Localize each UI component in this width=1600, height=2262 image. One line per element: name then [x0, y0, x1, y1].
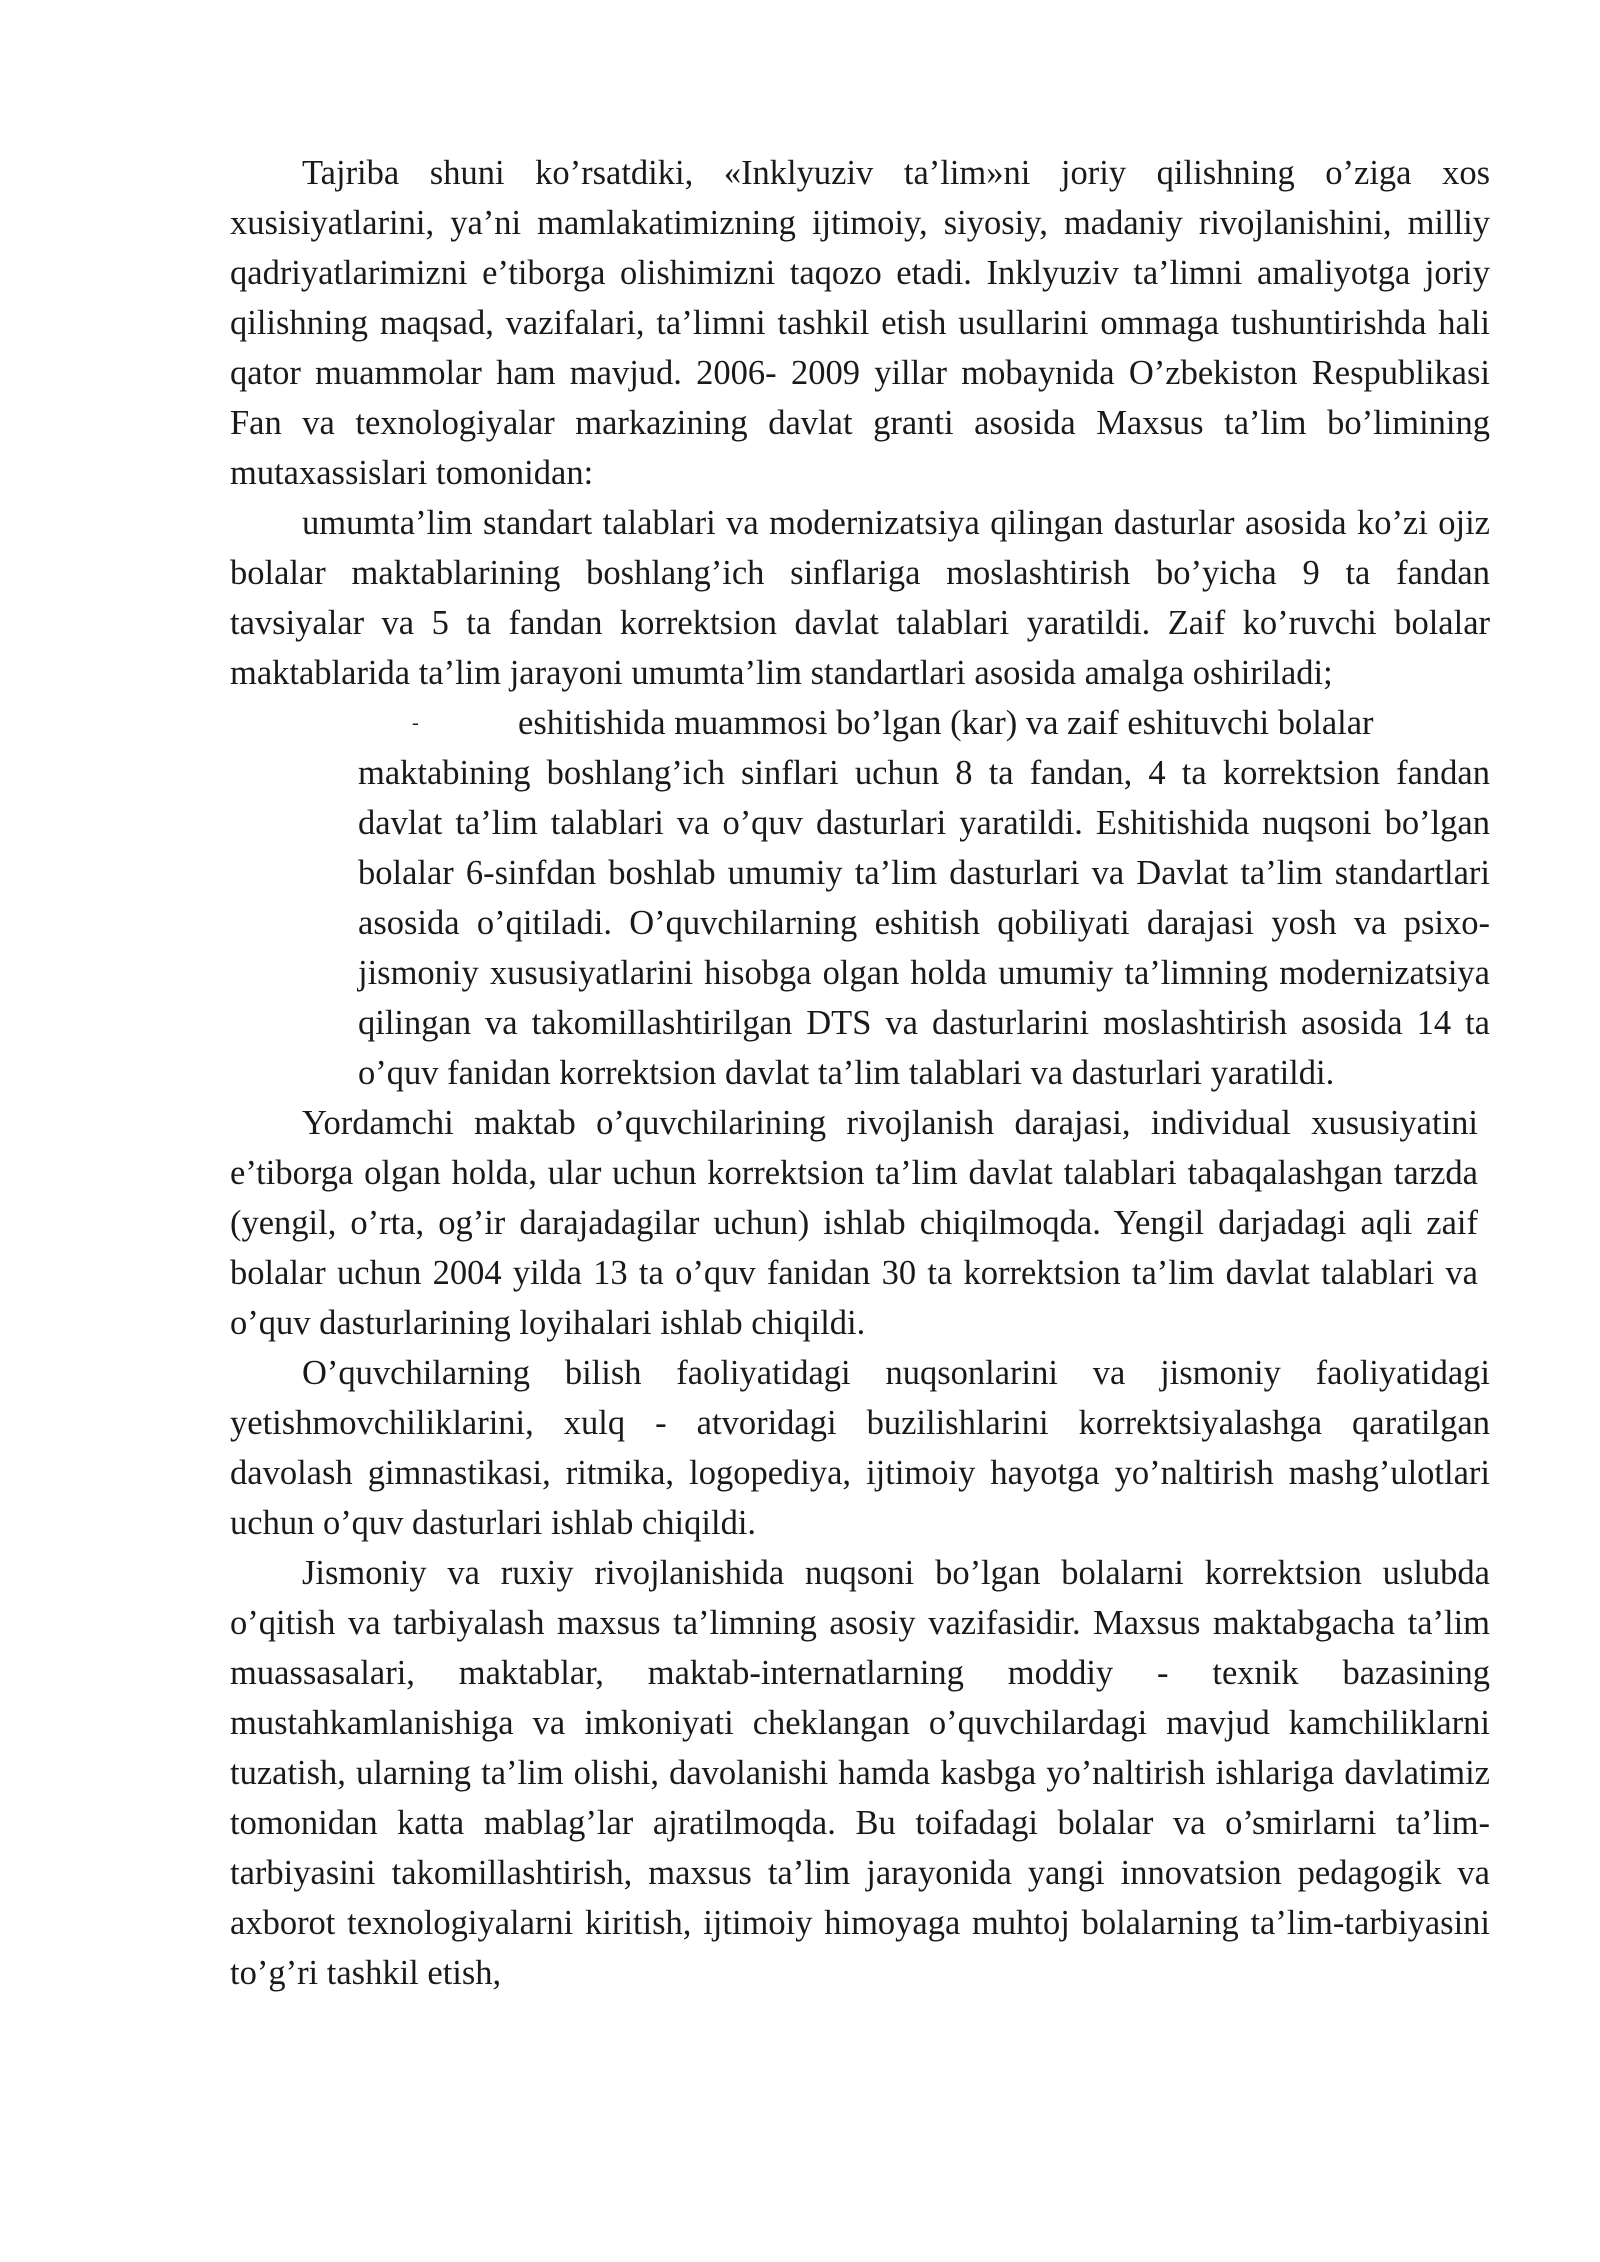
paragraph-curriculum-standards: umumta’lim standart talablari va modernizatsiya qilingan dasturlar asosida ko’zi ojiz bolalar maktablarining boshlang’ich sinflariga moslashtirish bo’yicha 9 ta fandan tavsiyalar va 5 ta fandan korrektsion davlat talablari yaratildi. Zaif ko’ruvchi bolalar maktablarida ta’lim jarayoni umumta’lim standartlari asosida amalga oshiriladi;	[230, 504, 1490, 692]
list-item-hearing-impaired: - eshitishida muammosi bo’lgan (kar) va zaif eshituvchi bolalar maktabining boshlang’ich sinflari uchun 8 ta fandan, 4 ta korrektsion fandan davlat ta’lim talablari va o’quv dasturlari yaratildi. Eshitishida nuqsoni bo’lgan bolalar 6-sinfdan boshlab umumiy ta’lim dasturlari va Davlat ta’lim standartlari asosida o’qitiladi. O’quvchilarning eshitish qobiliyati darajasi yosh va psixo-jismoniy xususiyatlarini hisobga olgan holda umumiy ta’limning modernizatsiya qilingan va takomillashtirilgan DTS va dasturlarini moslashtirish asosida 14 ta o’quv fanidan korrektsion davlat ta’lim talablari va dasturlari yaratildi.	[230, 698, 1490, 1098]
paragraph-special-education-tasks: Jismoniy va ruxiy rivojlanishida nuqsoni bo’lgan bolalarni korrektsion uslubda o’qitish va tarbiyalash maxsus ta’limning asosiy vazifasidir. Maxsus maktabgacha ta’lim muassasalari, maktablar, maktab-internatlarning moddiy - texnik bazasining mustahkamlanishiga va imkoniyati cheklangan o’quvchilardagi mavjud kamchiliklarni tuzatish, ularning ta’lim olishi, davolanishi hamda kasbga yo’naltirish ishlariga davlatimiz tomonidan katta mablag’lar ajratilmoqda. Bu toifadagi bolalar va o’smirlarni ta’lim-tarbiyasini takomillashtirish, maxsus ta’lim jarayonida yangi innovatsion pedagogik va axborot texnologiyalarni kiritish, ijtimoiy himoyaga muhtoj bolalarning ta’lim-tarbiyasini to’g’ri tashkil etish,	[230, 1554, 1490, 1992]
paragraph-auxiliary-school: Yordamchi maktab o’quvchilarining rivojlanish darajasi, individual xususiyatini e’tiborga olgan holda, ular uchun korrektsion ta’lim davlat talablari tabaqalashgan tarzda (yengil, o’rta, og’ir darajadagilar uchun) ishlab chiqilmoqda. Yengil darjadagi aqli zaif bolalar uchun 2004 yilda 13 ta o’quv fanidan 30 ta korrektsion ta’lim davlat talablari va o’quv dasturlarining loyihalari ishlab chiqildi.	[230, 1104, 1478, 1342]
paragraph-inclusive-education: Tajriba shuni ko’rsatdiki, «Inklyuziv ta’lim»ni joriy qilishning o’ziga xos xusisiyatlarini, ya’ni mamlakatimizning ijtimoiy, siyosiy, madaniy rivojlanishini, milliy qadriyatlarimizni e’tiborga olishimizni taqozo etadi. Inklyuziv ta’limni amaliyotga joriy qilishning maqsad, vazifalari, ta’limni tashkil etish usullarini ommaga tushuntirishda hali qator muammolar ham mavjud. 2006- 2009 yillar mobaynida O’zbekiston Respublikasi Fan va texnologiyalar markazining davlat granti asosida Maxsus ta’lim bo’limining mutaxassislari tomonidan:	[230, 154, 1490, 492]
list-item-text: maktabining boshlang’ich sinflari uchun 8 ta fandan, 4 ta korrektsion fandan davlat ta’lim talablari va o’quv dasturlari yaratildi. Eshitishida nuqsoni bo’lgan bolalar 6-sinfdan boshlab umumiy ta’lim dasturlari va Davlat ta’lim standartlari asosida o’qitiladi. O’quvchilarning eshitish qobiliyati darajasi yosh va psixo-jismoniy xususiyatlarini hisobga olgan holda umumiy ta’limning modernizatsiya qilingan va takomillashtirilgan DTS va dasturlarini moslashtirish asosida 14 ta o’quv fanidan korrektsion davlat ta’lim talablari va dasturlari yaratildi.	[358, 754, 1490, 1092]
paragraph-therapy-programs: O’quvchilarning bilish faoliyatidagi nuqsonlarini va jismoniy faoliyatidagi yetishmovchiliklarini, xulq - atvoridagi buzilishlarini korrektsiyalashga qaratilgan davolash gimnastikasi, ritmika, logopediya, ijtimoiy hayotga yo’naltirish mashg’ulotlari uchun o’quv dasturlari ishlab chiqildi.	[230, 1354, 1490, 1542]
list-item-lead: eshitishida muammosi bo’lgan (kar) va zaif eshituvchi bolalar	[518, 704, 1374, 742]
